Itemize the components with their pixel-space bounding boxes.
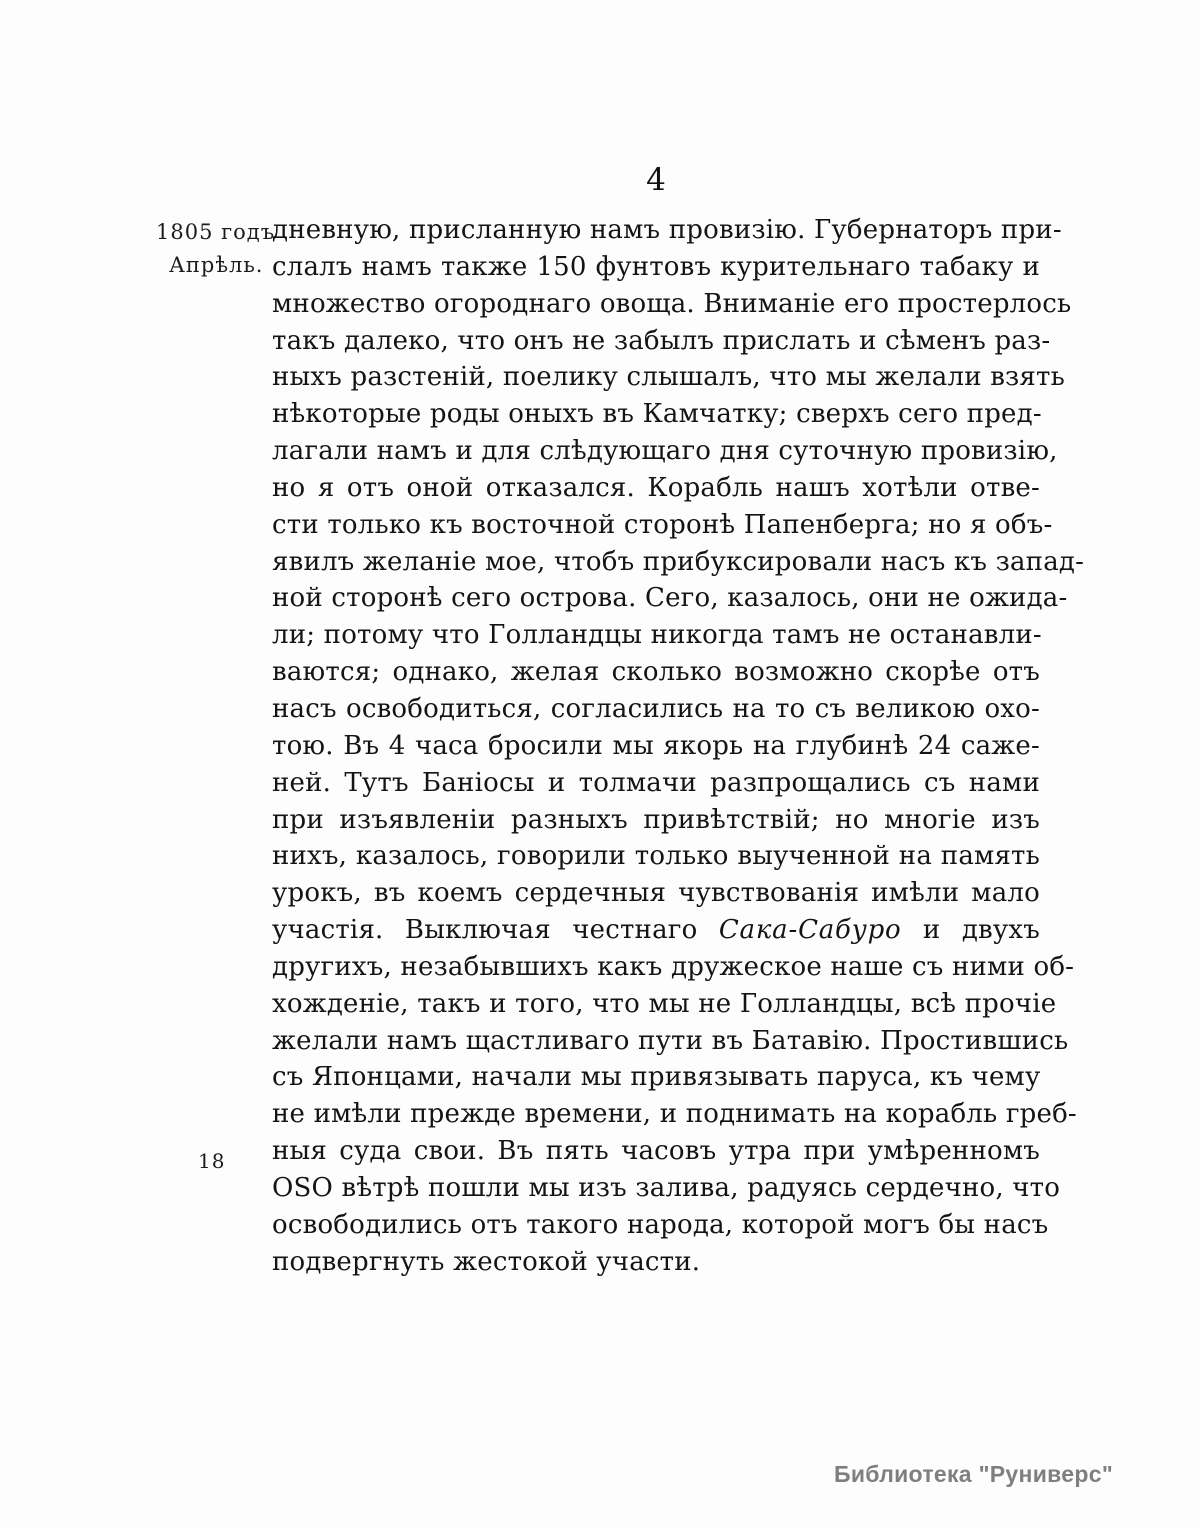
margin-note-month: Апрѣль. [169, 253, 264, 277]
text-line-13 [272, 654, 1040, 691]
text-segment: ваются; однако, желая сколько возможно скорѣе отъ [272, 657, 1040, 688]
text-segment: насъ освободиться, согласились на то съ великою охо- [272, 693, 1040, 724]
text-line-8 [272, 470, 1040, 507]
text-segment: лагали намъ и для слѣдующаго дня суточную провизію, [272, 436, 1058, 467]
text-segment: множество огороднаго овоща. Вниманіе его простерлось [272, 288, 1072, 319]
text-line-25 [272, 1096, 1077, 1133]
text-segment: урокъ, въ коемъ сердечныя чувствованія имѣли мало [272, 878, 1040, 909]
text-line-5 [272, 359, 1065, 396]
text-line-22 [272, 986, 1057, 1023]
text-line-20 [272, 912, 1040, 949]
text-segment: ныхъ разстеній, поелику слышалъ, что мы желали взять [272, 362, 1065, 393]
text-line-6 [272, 396, 1040, 433]
text-line-12 [272, 617, 1040, 654]
text-segment: сти только къ восточной сторонѣ Папенберга; но я объ- [272, 509, 1053, 540]
text-line-17 [272, 802, 1040, 839]
text-segment: освободились отъ такого народа, которой могъ бы насъ [272, 1209, 1049, 1240]
text-line-1 [272, 212, 1062, 249]
text-line-16 [272, 765, 1040, 802]
text-line-14 [272, 691, 1040, 728]
text-segment: дневную, присланную намъ провизію. Губернаторъ при- [272, 215, 1062, 245]
text-line-7 [272, 433, 1058, 470]
text-line-24 [272, 1059, 1040, 1096]
text-segment: нѣкоторые роды оныхъ въ Камчатку; сверхъ сего пред- [272, 399, 1042, 430]
text-segment: другихъ, незабывшихъ какъ дружеское наше съ ними об- [272, 951, 1075, 982]
text-line-28 [272, 1207, 1049, 1244]
text-segment: ней. Тутъ Баніосы и толмачи разпрощались съ нами [272, 767, 1040, 798]
text-segment: явилъ желаніе мое, чтобъ прибуксировали насъ къ запад- [272, 546, 1085, 577]
text-line-19 [272, 875, 1040, 912]
text-segment: при изъявленіи разныхъ привѣтствій; но многіе изъ [272, 804, 1040, 835]
text-segment: съ Японцами, начали мы привязывать паруса, къ чему [272, 1062, 1041, 1093]
text-line-18 [272, 838, 1040, 875]
text-line-21 [272, 949, 1075, 986]
text-segment: ныя суда свои. Въ пять часовъ утра при умѣренномъ [272, 1136, 1040, 1167]
text-segment: нихъ, казалось, говорили только выученной на память [272, 841, 1040, 872]
text-line-2 [272, 249, 1040, 286]
text-line-23 [272, 1023, 1069, 1060]
text-line-3 [272, 286, 1072, 323]
text-line-29 [272, 1244, 1040, 1281]
text-segment: но я отъ оной отказался. Корабль нашъ хотѣли отве- [272, 472, 1040, 503]
text-segment: OSO вѣтрѣ пошли мы изъ залива, радуясь сердечно, что [272, 1172, 1061, 1203]
text-segment: и двухъ [901, 915, 1040, 946]
text-segment: участія. Выключая честнаго [272, 915, 719, 946]
page-number: 4 [646, 162, 666, 198]
text-segment: такъ далеко, что онъ не забылъ прислать и сѣменъ раз- [272, 325, 1051, 356]
text-segment: хожденіе, такъ и того, что мы не Голландцы, всѣ прочіе [272, 988, 1057, 1019]
text-line-11 [272, 580, 1068, 617]
text-segment: подвергнуть жестокой участи. [272, 1246, 701, 1277]
text-segment: тою. Въ 4 часа бросили мы якорь на глубинѣ 24 саже- [272, 730, 1040, 761]
library-watermark: Библиотека "Руниверс" [834, 1461, 1114, 1487]
person-name-italic: Сака-Сабуро [718, 915, 902, 946]
text-segment: слалъ намъ также 150 фунтовъ курительнаго табаку и [272, 251, 1040, 282]
text-line-15 [272, 728, 1040, 765]
text-segment: ли; потому что Голландцы никогда тамъ не останавли- [272, 620, 1042, 651]
margin-note-signature-mark: 18 [198, 1149, 226, 1173]
text-segment: желали намъ щастливаго пути въ Батавію. Простившись [272, 1025, 1069, 1056]
text-segment: не имѣли прежде времени, и поднимать на корабль греб- [272, 1099, 1077, 1130]
body-text [272, 212, 1085, 1280]
margin-note-year: 1805 годъ [156, 220, 276, 244]
text-line-26 [272, 1133, 1040, 1170]
text-line-27 [272, 1170, 1061, 1207]
text-segment: ной сторонѣ сего острова. Сего, казалось, они не ожида- [272, 583, 1068, 614]
text-line-4 [272, 323, 1051, 360]
text-line-9 [272, 507, 1053, 544]
text-line-10 [272, 544, 1085, 581]
